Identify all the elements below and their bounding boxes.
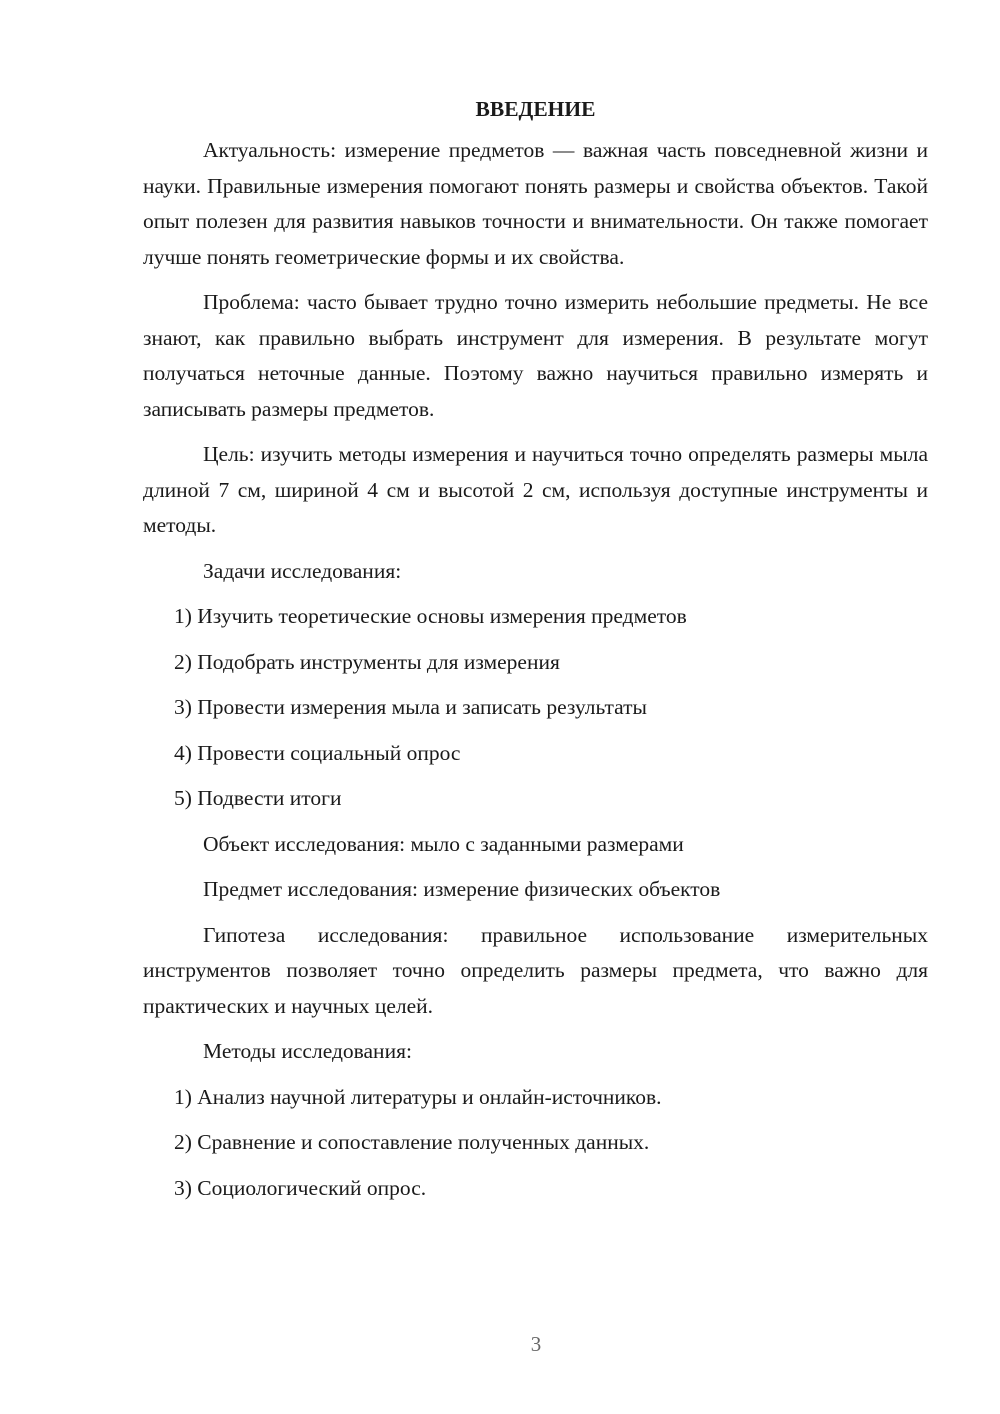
- section-title: ВВЕДЕНИЕ: [475, 97, 596, 121]
- tasks-heading: Задачи исследования:: [203, 558, 402, 583]
- method-item: 1) Анализ научной литературы и онлайн-источников.: [174, 1084, 662, 1109]
- relevance-paragraph: Актуальность: измерение предметов — важная часть повседневной жизни и науки. Правильные измерения помогают понять размеры и свойства объектов. Такой опыт полезен для развития навыков точности и внимательности. Он также помогает лучше понять геометрические формы и их свойства.: [143, 138, 928, 269]
- task-item: 2) Подобрать инструменты для измерения: [174, 649, 560, 674]
- methods-heading: Методы исследования:: [203, 1039, 412, 1063]
- goal-paragraph: Цель: изучить методы измерения и научиться точно определять размеры мыла длиной 7 см, шириной 4 см и высотой 2 см, используя доступные инструменты и методы.: [143, 442, 928, 537]
- problem-paragraph: Проблема: часто бывает трудно точно измерить небольшие предметы. Не все знают, как правильно выбрать инструмент для измерения. В результате могут получаться неточные данные. Поэтому важно научиться правильно измерять и записывать размеры предметов.: [143, 290, 928, 421]
- research-object: Объект исследования: мыло с заданными размерами: [203, 831, 684, 856]
- task-item: 3) Провести измерения мыла и записать результаты: [174, 695, 647, 719]
- method-item: 3) Социологический опрос.: [174, 1175, 427, 1200]
- page-number: 3: [530, 1332, 542, 1356]
- task-item: 1) Изучить теоретические основы измерения предметов: [174, 604, 687, 628]
- task-item: 4) Провести социальный опрос: [174, 740, 461, 765]
- hypothesis-paragraph: Гипотеза исследования: правильное использование измерительных инструментов позволяет точно определить размеры предмета, что важно для практических и научных целей.: [143, 922, 928, 1018]
- task-item: 5) Подвести итоги: [174, 786, 342, 810]
- research-subject: Предмет исследования: измерение физических объектов: [203, 877, 721, 901]
- method-item: 2) Сравнение и сопоставление полученных данных.: [174, 1130, 650, 1154]
- document-page: [143, 92, 928, 1216]
